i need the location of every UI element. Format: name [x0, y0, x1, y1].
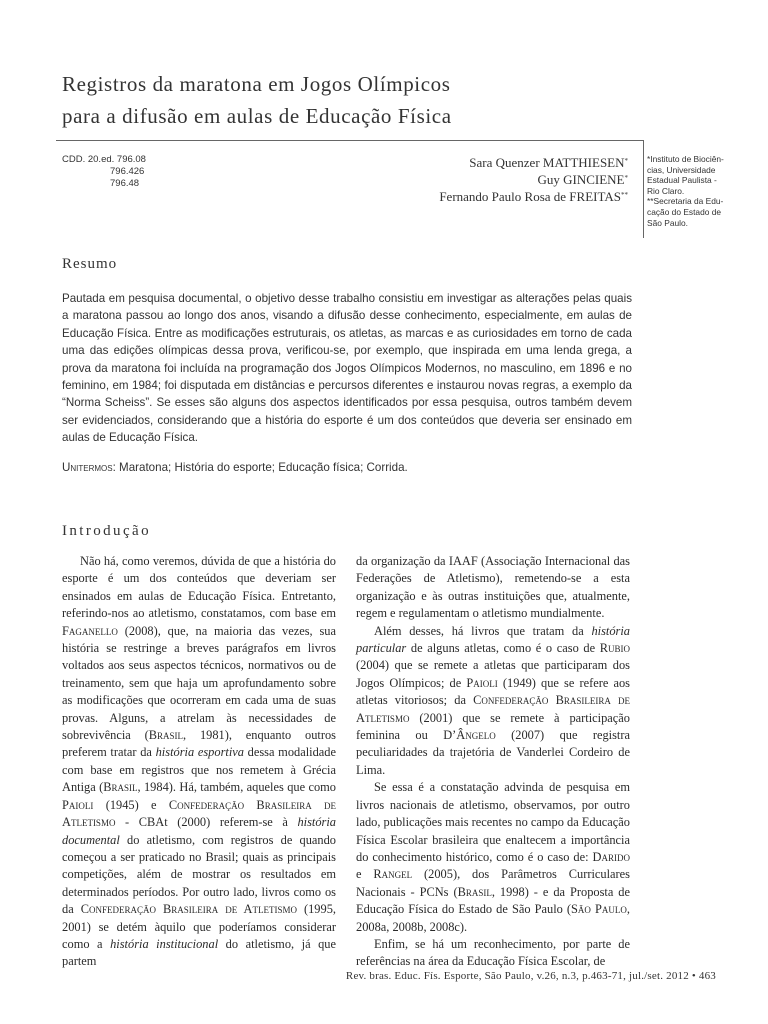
author-2: Guy GINCIENE*	[537, 172, 628, 187]
intro-paragraph: da organização da IAAF (Associação Internacional das Federações de Atletismo), remetendo-se a esta organização e às outras instituições que, atualmente, regem e regulamentam o atletismo mundialmente.	[356, 554, 630, 621]
abstract-text: Pautada em pesquisa documental, o objetivo desse trabalho consistiu em investigar as alterações pelas quais a maratona passou ao longo dos anos, visando a difusão desse conhecimento, especialmente, em aulas de Educação Física. Entre as modificações estruturais, os atletas, as marcas e as curiosidades em torno de cada uma das edições olímpicas dessa prova, verificou-se, por exemplo, que inspirada em uma lenda grega, a prova da maratona foi incluída na programação dos Jogos Olímpicos Modernos, no masculino, em 1896 e no feminino, em 1984; foi disputada em distâncias e percursos diferentes e instaurou novas regras, a exemplo da “Norma Scheiss”. Se esses são alguns dos aspectos identificados por essa pesquisa, outros também devem ser evidenciados, considerando que a história do esporte é um dos conteúdos que deveria ser ensinado em aulas de Educação Física.	[62, 292, 632, 445]
header-rule	[56, 140, 644, 141]
intro-column-right	[356, 553, 630, 971]
cdd-line-1: CDD. 20.ed. 796.08	[62, 154, 146, 165]
section-heading-introducao: Introdução	[62, 523, 151, 539]
intro-paragraph: Não há, como veremos, dúvida de que a história do esporte é um dos conteúdos que deveriam ser ensinados em aulas de Educação Física. Entretanto, referindo-nos ao atletismo, constatamos, com base em Faganello (2008), que, na maioria das vezes, sua história se restringe a breves parágrafos em livros voltados aos seus aspectos técnicos, normativos ou de treinamento, sem que haja um aprofundamento sobre as modificações que ocorreram em cada uma de suas provas. Alguns, a atrelam às necessidades de sobrevivência (Brasil, 1981), enquanto outros preferem tratar da história esportiva dessa modalidade com base em registros que nos remetem à Grécia Antiga (Brasil, 1984). Há, também, aqueles que como Paioli (1945) e Confederação Brasileira de Atletismo - CBAt (2000) referem-se à história documental do atletismo, com registros de quando começou a ser praticado no Brasil; quais as principais competições, além de mostrar os resultados em determinados períodos. Por outro lado, livros como os da Confederação Brasileira de Atletismo (1995, 2001) se detém àquilo que poderíamos considerar como a história institucional do atletismo, já que partem	[62, 554, 337, 969]
affiliation-2: **Secretaria da Edu-cação do Estado de São Paulo.	[647, 196, 724, 228]
cdd-line-2: 796.426	[110, 166, 145, 177]
author-list	[439, 154, 628, 205]
keywords-label: Unitermos:	[62, 461, 116, 474]
cdd-classification	[62, 154, 146, 190]
author-3: Fernando Paulo Rosa de FREITAS**	[439, 189, 628, 204]
journal-footer: Rev. bras. Educ. Fís. Esporte, São Paulo, v.26, n.3, p.463-71, jul./set. 2012 • 463	[345, 970, 716, 982]
title-line-1: Registros da maratona em Jogos Olímpicos	[62, 72, 451, 96]
section-heading-resumo: Resumo	[62, 256, 118, 272]
intro-paragraph: Enfim, se há um reconhecimento, por parte de referências na área da Educação Física Escolar, de	[356, 936, 630, 969]
affiliation-divider	[643, 141, 644, 238]
affiliation-1: *Instituto de Biociên-cias, Universidade Estadual Paulista - Rio Claro.	[647, 154, 724, 196]
intro-column-left	[62, 553, 336, 971]
article-title	[62, 68, 662, 132]
title-line-2: para a difusão em aulas de Educação Física	[62, 104, 452, 128]
intro-paragraph: Se essa é a constatação advinda de pesquisa em livros nacionais de atletismo, observamos, por outro lado, publicações mais recentes no campo da Educação Física Escolar brasileira que enaltecem a importância do conhecimento histórico, como é o caso de: Darido e Rangel (2005), dos Parâmetros Curriculares Nacionais - PCNs (Brasil, 1998) - e da Proposta de Educação Física do Estado de São Paulo (São Paulo, 2008a, 2008b, 2008c).	[356, 780, 630, 934]
affiliations	[647, 154, 731, 228]
cdd-line-3: 796.48	[110, 178, 140, 189]
keywords-text: Maratona; História do esporte; Educação física; Corrida.	[115, 461, 408, 474]
keywords	[62, 459, 632, 476]
intro-paragraph: Além desses, há livros que tratam da história particular de alguns atletas, como é o caso de Rubio (2004) que se remete a atletas que participaram dos Jogos Olímpicos; de Paioli (1949) que se refere aos atletas vitoriosos; da Confederação Brasileira de Atletismo (2001) que se remete à participação feminina ou D’Ângelo (2007) que registra peculiaridades da trajetória de Vanderlei Cordeiro de Lima.	[356, 623, 631, 777]
author-1: Sara Quenzer MATTHIESEN*	[469, 155, 628, 170]
